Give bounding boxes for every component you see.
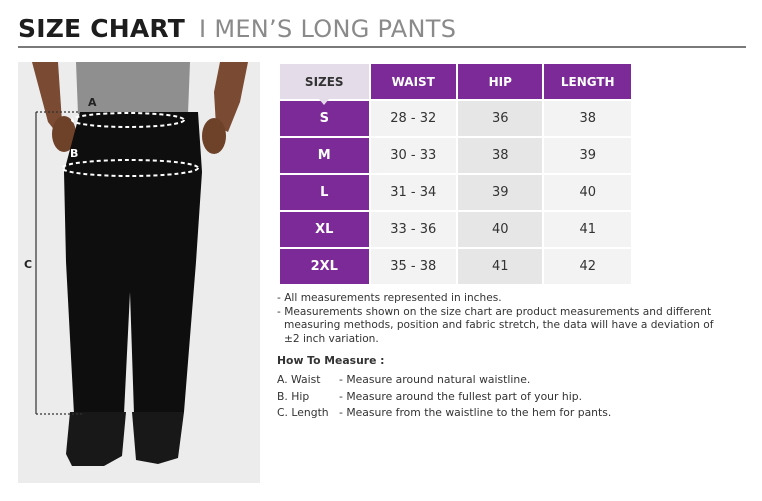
measure-text: - Measure around natural waistline. <box>339 373 531 386</box>
pants-illustration <box>18 62 260 483</box>
length-cell: 40 <box>544 175 631 210</box>
note-line: measuring methods, position and fabric stretch, the data will have a deviation of <box>284 319 714 332</box>
length-cell: 41 <box>544 212 631 247</box>
model-photo <box>18 62 260 483</box>
label-c: C <box>24 258 33 271</box>
label-b: B <box>70 147 79 160</box>
size-cell: M <box>280 138 369 173</box>
measure-label: A. Waist <box>277 373 321 386</box>
length-cell: 38 <box>544 101 631 136</box>
hip-cell: 36 <box>458 101 542 136</box>
list-item <box>277 405 611 422</box>
measure-text: - Measure from the waistline to the hem for pants. <box>339 406 612 420</box>
page-title: SIZE CHART <box>18 14 186 43</box>
how-to-measure-list <box>277 372 611 422</box>
size-cell: XL <box>280 212 369 247</box>
waist-cell: 35 - 38 <box>371 249 456 284</box>
table-header-row <box>280 64 631 99</box>
measurement-notes <box>277 292 747 346</box>
list-item <box>277 372 611 389</box>
label-a: A <box>88 96 97 109</box>
size-cell <box>280 101 369 136</box>
page-subtitle: I MEN’S LONG PANTS <box>199 15 457 43</box>
col-header-sizes: SIZES <box>280 64 369 99</box>
how-to-measure-title: How To Measure : <box>277 354 385 367</box>
col-header-length: LENGTH <box>544 64 631 99</box>
waist-cell: 31 - 34 <box>371 175 456 210</box>
size-label: S <box>319 111 329 126</box>
pants-shape <box>64 112 202 414</box>
col-header-waist: WAIST <box>371 64 456 99</box>
header-pointer <box>319 99 329 105</box>
size-cell: 2XL <box>280 249 369 284</box>
measure-text: - Measure around the fullest part of your hip. <box>339 389 583 403</box>
size-chart-table <box>278 62 633 286</box>
waist-cell: 28 - 32 <box>371 101 456 136</box>
note-line: ±2 inch variation. <box>284 332 379 345</box>
right-hand-shape <box>202 118 226 154</box>
list-item <box>277 389 611 406</box>
hip-cell: 39 <box>458 175 542 210</box>
waist-cell: 30 - 33 <box>371 138 456 173</box>
hip-cell: 40 <box>458 212 542 247</box>
note-line: - Measurements shown on the size chart are product measurements and different <box>277 305 712 318</box>
header-divider <box>18 46 746 48</box>
size-cell: L <box>280 175 369 210</box>
table-row <box>280 249 631 284</box>
col-header-hip: HIP <box>458 64 542 99</box>
note-line: - All measurements represented in inches. <box>277 292 502 304</box>
hip-cell: 41 <box>458 249 542 284</box>
table-row <box>280 212 631 247</box>
measure-label: B. Hip <box>277 389 310 403</box>
length-cell: 42 <box>544 249 631 284</box>
measure-label: C. Length <box>277 406 329 420</box>
table-row <box>280 175 631 210</box>
waist-cell: 33 - 36 <box>371 212 456 247</box>
table-row <box>280 101 631 136</box>
right-shoe-shape <box>132 412 184 464</box>
length-cell: 39 <box>544 138 631 173</box>
left-shoe-shape <box>66 412 126 466</box>
page-header <box>18 14 456 44</box>
table-row <box>280 138 631 173</box>
hip-cell: 38 <box>458 138 542 173</box>
